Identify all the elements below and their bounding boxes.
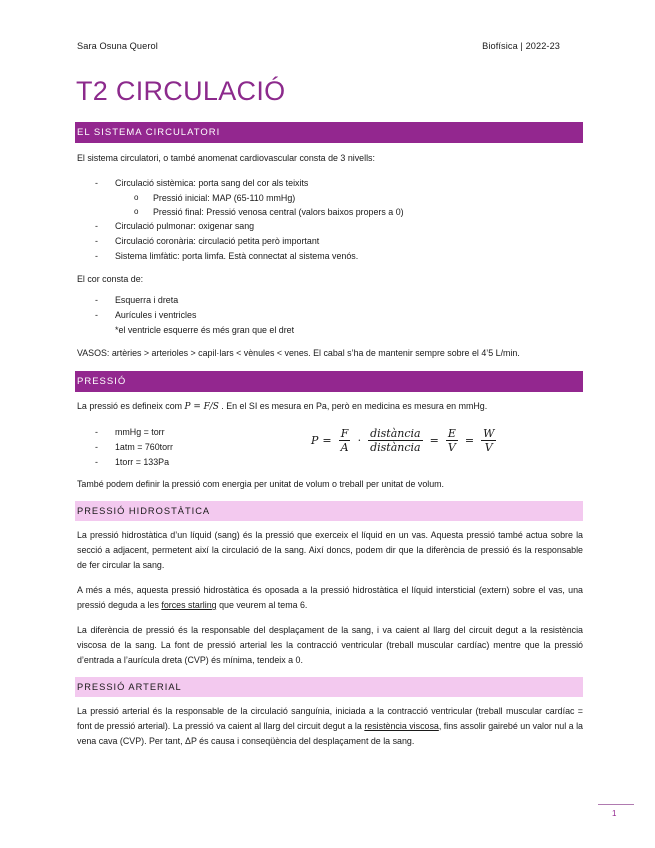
list-item: - Esquerra i dreta [77, 293, 583, 308]
energia-text: També podem definir la pressió com energia per unitat de volum o treball per unitat de volum. [77, 479, 445, 489]
forces-starling-link: forces starling [161, 600, 217, 610]
list-item: - mmHg = torr [77, 425, 277, 440]
formula-v: V [447, 441, 456, 454]
header-course: Biofísica | 2022-23 [482, 41, 560, 51]
document-body [77, 122, 583, 749]
sublevels-list [77, 191, 583, 219]
list-item: - Circulació sistèmica: porta sang del cor als teixits [77, 176, 583, 191]
list-item: - 1torr = 133Pa [77, 455, 277, 470]
cor-note: *el ventricle esquerre és més gran que el dret [115, 325, 295, 335]
list-item: o Pressió final: Pressió venosa central (valors baixos propers a 0) [77, 205, 583, 219]
arterial-p1 [77, 704, 583, 749]
arterial-p1-end: , fins assolir gairebé un valor nul a la vena cava (CVP). Per tant, ΔP és causa i conseqüència del desplaçament de la sang. [77, 721, 583, 746]
subsection-heading-arterial: PRESSIÓ ARTERIAL [75, 677, 583, 697]
formula-dist-num: distància [370, 427, 421, 440]
formula-dot: · [357, 434, 362, 447]
sistema-intro: El sistema circulatori, o també anomenat cardiovascular consta de 3 nivells: [77, 153, 375, 163]
section-heading-sistema: EL SISTEMA CIRCULATORI [75, 122, 583, 143]
header-author: Sara Osuna Querol [77, 41, 158, 51]
formula-equals: = [429, 434, 439, 447]
formula-equals: = [322, 434, 332, 447]
fraction-force-area [339, 427, 351, 454]
hidrostatica-p1: La pressió hidrostàtica d’un líquid (sang) és la pressió que exerceix el líquid en un vas. Aquesta pressió també actua sobre la secció a adjacent, permetent així la circulació de la sang. Així doncs, podem dir que la diferència de pressió és la responsable de fer circular la sang. [77, 530, 583, 570]
fraction-work-volume [481, 427, 496, 454]
list-item: - Sistema limfàtic: porta limfa. Està connectat al sistema venós. [77, 249, 583, 264]
list-item: - 1atm = 760torr [77, 440, 277, 455]
vasos-text: VASOS: artèries > arterioles > capil·lars < vènules < venes. El cabal s’ha de mantenir sempre sobre el 4’5 L/min. [77, 348, 520, 358]
units-list [77, 425, 277, 470]
formula-e: E [447, 427, 456, 440]
formula-equals: = [464, 434, 475, 447]
cor-intro: El cor consta de: [77, 274, 144, 284]
definition-text-end: . En el SI es mesura en Pa, però en medicina es mesura en mmHg. [218, 401, 488, 411]
hidrostatica-p2 [77, 583, 583, 613]
list-item: - Aurícules i ventricles [77, 308, 583, 323]
subsection-heading-hidrostatica: PRESSIÓ HIDROSTÀTICA [75, 501, 583, 521]
fraction-energy-volume [446, 427, 458, 454]
formula-a: A [340, 441, 349, 454]
pressure-equation [311, 427, 499, 454]
pressio-definition [77, 399, 583, 415]
levels-list-cont [77, 219, 583, 264]
hidrostatica-p2-text: A més a més, aquesta pressió hidrostàtica és oposada a la pressió hidrostàtica el líquid intersticial (extern) sobre el vas, una pressió deguda a les [77, 585, 583, 610]
formula-p: P [311, 434, 319, 447]
resistencia-viscosa-link: resistència viscosa [364, 721, 439, 731]
formula-v: V [484, 441, 493, 454]
arterial-p1-text: La pressió arterial és la responsable de la circulació sanguínia, iniciada a la contracció ventricular (treball muscular cardíac = font de pressió arterial). La pressió va caient al llarg del circuit degut a la [77, 706, 583, 731]
hidrostatica-p3: La diferència de pressió és la responsable del desplaçament de la sang, i va caient al llarg del circuit degut a la resistència viscosa de la sang. La font de pressió arterial les la contracció ventricular (treball muscular cardíac) mentre que la pressió d’entrada a l’aurícula dreta (CVP) és mínima, tendeix a 0. [77, 625, 583, 665]
section-heading-pressio: PRESSIÓ [75, 371, 583, 392]
cor-list [77, 293, 583, 323]
list-item: - Circulació pulmonar: oxigenar sang [77, 219, 583, 234]
levels-list [77, 176, 583, 191]
page-number: 1 [612, 809, 617, 818]
page-title: T2 CIRCULACIÓ [76, 76, 286, 106]
fraction-distance [368, 427, 423, 454]
list-item: - Circulació coronària: circulació petita però important [77, 234, 583, 249]
formula-dist-den: distància [370, 441, 421, 454]
formula-f: F [340, 427, 349, 440]
list-item: o Pressió inicial: MAP (65-110 mmHg) [77, 191, 583, 205]
units-and-formula [77, 425, 583, 473]
formula-w: W [483, 427, 495, 440]
footer-rule [598, 804, 634, 805]
definition-text: La pressió es defineix com [77, 401, 185, 411]
hidrostatica-p2-end: que veurem al tema 6. [216, 600, 308, 610]
pressure-formula-inline: P = F/S [184, 402, 219, 412]
